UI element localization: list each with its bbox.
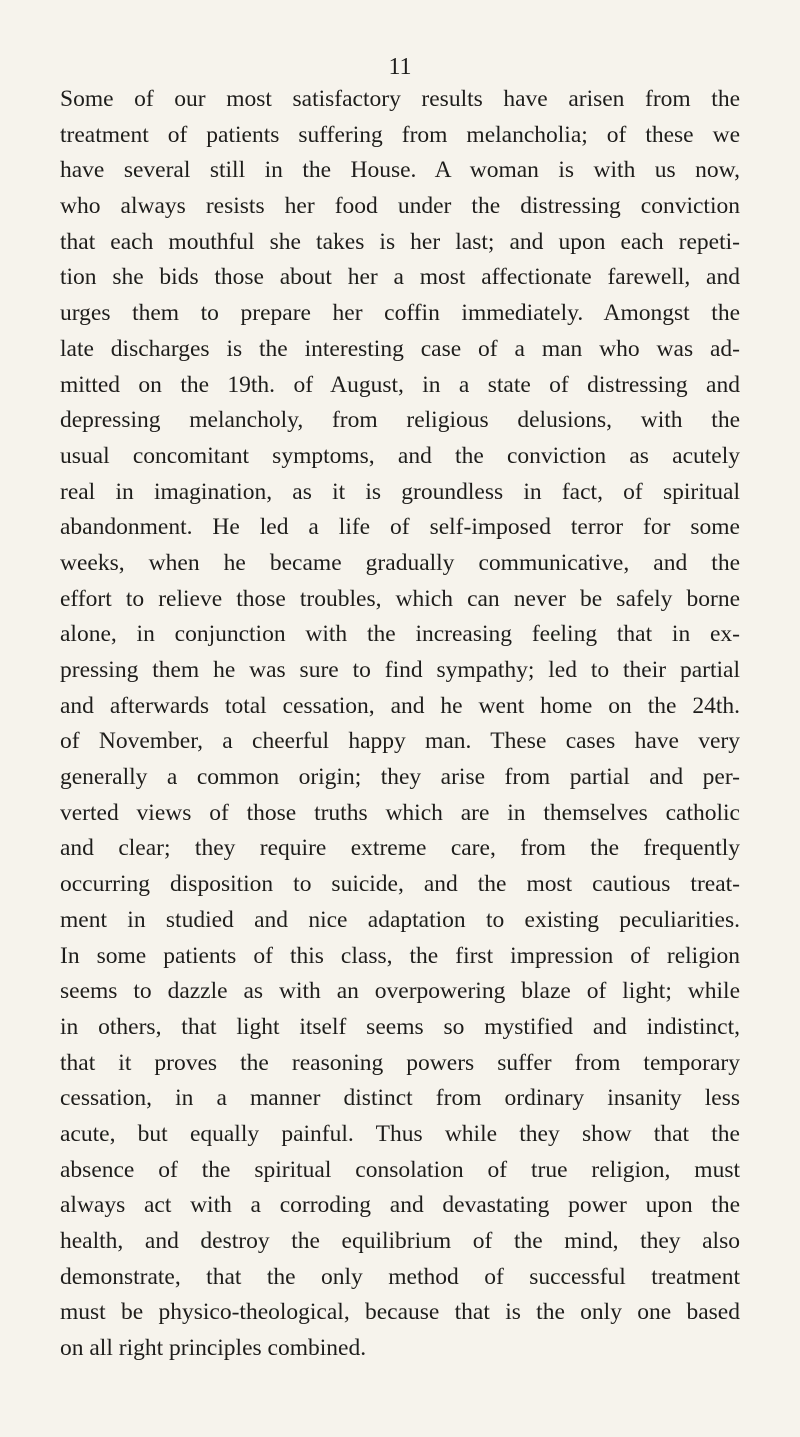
text-line: alone, in conjunction with the increasing feeling that in ex- (60, 621, 740, 648)
text-line: treatment of patients suffering from melancholia; of these we (60, 121, 740, 148)
text-line: demonstrate, that the only method of successful treatment (60, 1263, 740, 1290)
text-line: depressing melancholy, from religious delusions, with the (60, 407, 740, 434)
text-line: absence of the spiritual consolation of true religion, must (60, 1156, 740, 1183)
text-line: weeks, when he became gradually communicative, and the (60, 549, 740, 576)
text-line: generally a common origin; they arise from partial and per- (60, 764, 740, 791)
text-line: pressing them he was sure to find sympathy; led to their partial (60, 657, 740, 683)
text-line: verted views of those truths which are in themselves catholic (60, 799, 740, 826)
text-line: ment in studied and nice adaptation to existing peculiarities. (60, 906, 740, 933)
text-line: urges them to prepare her coffin immediately. Amongst the (60, 300, 740, 327)
text-line: seems to dazzle as with an overpowering blaze of light; while (60, 978, 740, 1005)
text-line: on all right principles combined. (60, 1335, 367, 1362)
text-line: in others, that light itself seems so mystified and indistinct, (60, 1013, 740, 1040)
text-line: cessation, in a manner distinct from ordinary insanity less (60, 1085, 740, 1112)
page-number: 11 (388, 54, 412, 80)
text-line: real in imagination, as it is groundless in fact, of spiritual (60, 478, 740, 505)
text-line: health, and destroy the equilibrium of the mind, they also (60, 1228, 740, 1254)
text-line: late discharges is the interesting case of a man who was ad- (60, 335, 740, 362)
text-line: abandonment. He led a life of self-imposed terror for some (60, 514, 740, 541)
text-line: have several still in the House. A woman is with us now, (60, 157, 740, 184)
text-line: usual concomitant symptoms, and the conviction as acutely (60, 442, 740, 469)
text-line: always act with a corroding and devastating power upon the (60, 1192, 740, 1219)
text-line: acute, but equally painful. Thus while they show that the (60, 1120, 740, 1147)
text-line: mitted on the 19th. of August, in a state of distressing and (60, 371, 740, 398)
text-line: who always resists her food under the distressing conviction (60, 193, 740, 220)
text-line: that each mouthful she takes is her last; and upon each repeti- (60, 228, 740, 255)
text-line: tion she bids those about her a most affectionate farewell, and (60, 264, 740, 291)
text-line: and clear; they require extreme care, from the frequently (60, 835, 740, 862)
text-line: must be physico-theological, because that is the only one based (60, 1299, 740, 1326)
text-line: effort to relieve those troubles, which can never be safely borne (60, 585, 740, 612)
text-line: occurring disposition to suicide, and the most cautious treat- (60, 871, 740, 898)
text-line: and afterwards total cessation, and he went home on the 24th. (60, 692, 740, 719)
body-paragraph (60, 82, 740, 1367)
text-line: In some patients of this class, the first impression of religion (60, 942, 740, 969)
text-line: of November, a cheerful happy man. These cases have very (60, 728, 740, 755)
text-line: Some of our most satisfactory results have arisen from the (60, 86, 740, 112)
text-line: that it proves the reasoning powers suffer from temporary (60, 1049, 740, 1076)
